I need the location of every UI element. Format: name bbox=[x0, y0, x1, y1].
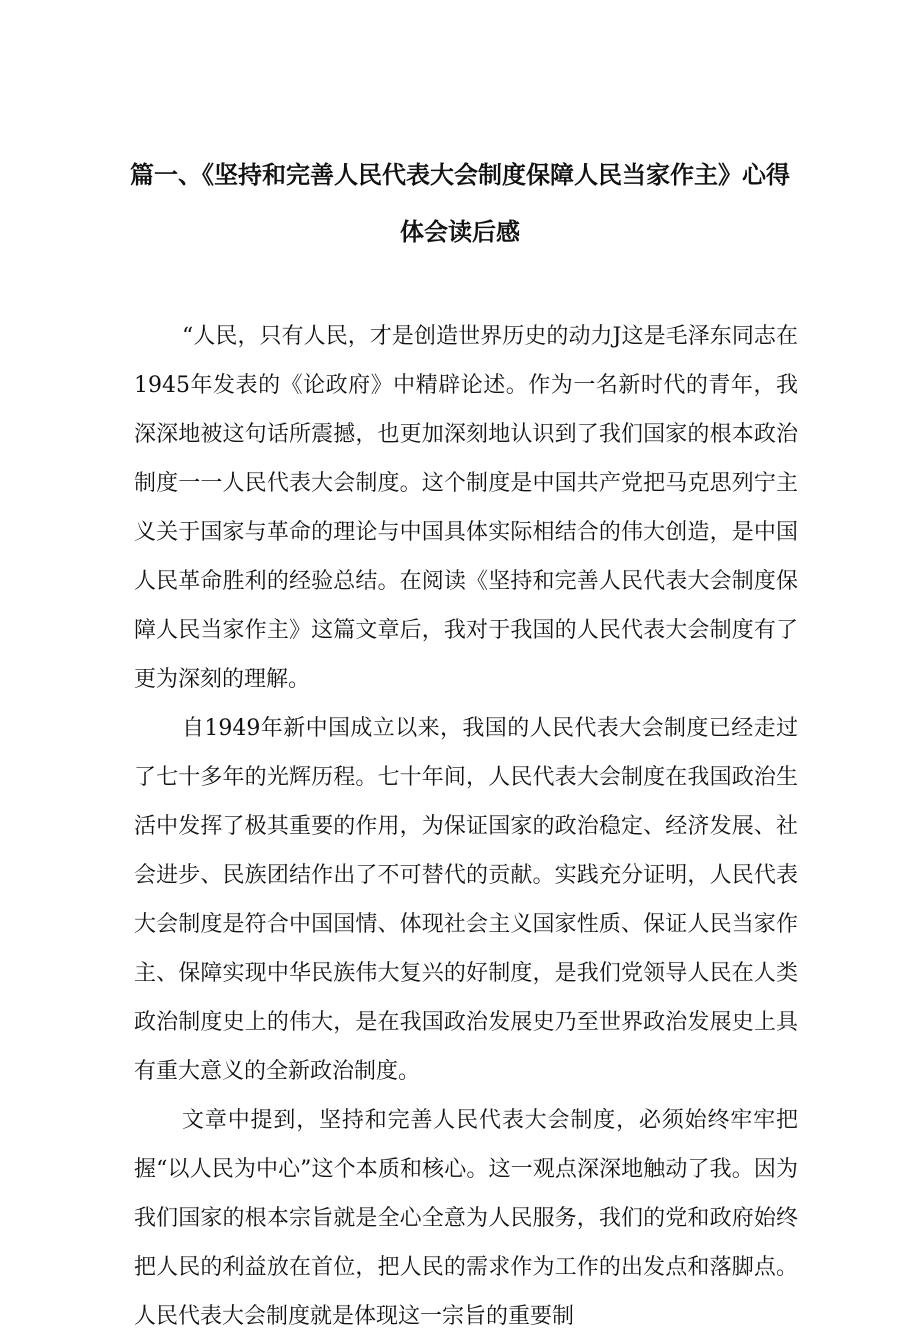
document-body bbox=[134, 312, 798, 1341]
document-title bbox=[0, 150, 920, 257]
paragraph-1: “人民，只有人民，才是创造世界历史的动力J这是毛泽东同志在1945年发表的《论政府》中精辟论述。作为一名新时代的青年，我深深地被这句话所震撼，也更加深刻地认识到了我们国家的根本政治制度一一人民代表大会制度。这个制度是中国共产党把马克思列宁主义关于国家与革命的理论与中国具体实际相结合的伟大创造，是中国人民革命胜利的经验总结。在阅读《坚持和完善人民代表大会制度保障人民当家作主》这篇文章后，我对于我国的人民代表大会制度有了更为深刻的理解。 bbox=[134, 324, 798, 692]
title-line-2: 体会读后感 bbox=[400, 218, 520, 246]
title-line-1: 篇一、《坚持和完善人民代表大会制度保障人民当家作主》心得 bbox=[130, 161, 790, 189]
paragraph-3: 文章中提到，坚持和完善人民代表大会制度，必须始终牢牢把握“以人民为中心”这个本质和核心。这一观点深深地触动了我。因为我们国家的根本宗旨就是全心全意为人民服务，我们的党和政府始终把人民的利益放在首位，把人民的需求作为工作的出发点和落脚点。人民代表大会制度就是体现这一宗旨的重要制 bbox=[134, 1108, 798, 1329]
paragraph-2: 自1949年新中国成立以来，我国的人民代表大会制度已经走过了七十多年的光辉历程。七十年间，人民代表大会制度在我国政治生活中发挥了极其重要的作用，为保证国家的政治稳定、经济发展、社会进步、民族团结作出了不可替代的贡献。实践充分证明，人民代表大会制度是符合中国国情、体现社会主义国家性质、保证人民当家作主、保障实现中华民族伟大复兴的好制度，是我们党领导人民在人类政治制度史上的伟大，是在我国政治发展史乃至世界政治发展史上具有重大意义的全新政治制度。 bbox=[134, 716, 798, 1084]
